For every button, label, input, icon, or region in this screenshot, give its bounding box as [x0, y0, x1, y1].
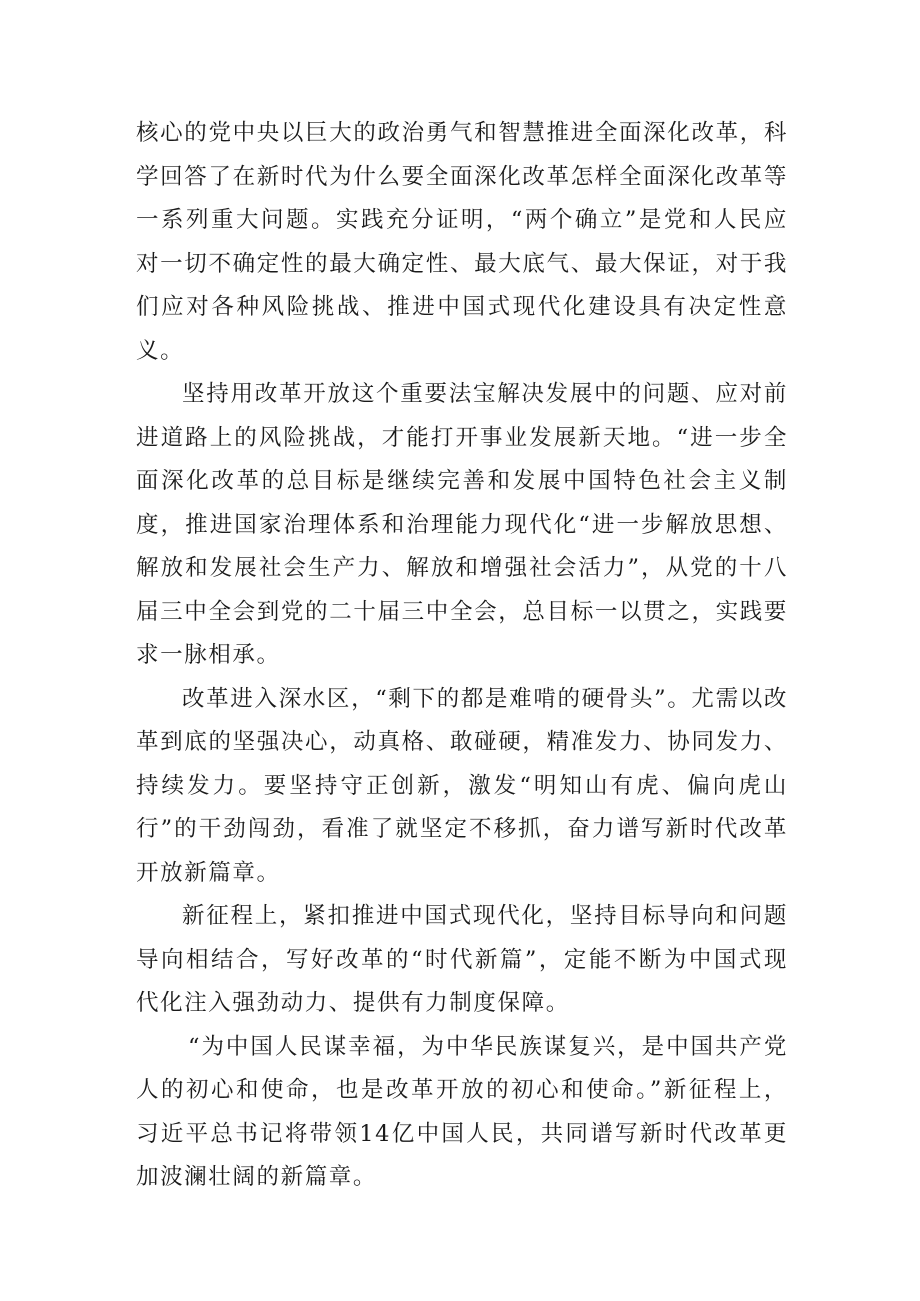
paragraph-deep-water-zone: 改革进入深水区，“剩下的都是难啃的硬骨头”。尤需以改革到底的坚强决心，动真格、敢碰硬，精准发力、协同发力、持续发力。要坚持守正创新，激发“明知山有虎、偏向虎山行”的干劲闯劲，看准了就坚定不移抓，奋力谱写新时代改革开放新篇章。 [136, 685, 788, 886]
paragraph-new-journey: 新征程上，紧扣推进中国式现代化，坚持目标导向和问题导向相结合，写好改革的“时代新篇”，定能不断为中国式现代化注入强劲动力、提供有力制度保障。 [136, 903, 788, 1016]
paragraph-continuation: 核心的党中央以巨大的政治勇气和智慧推进全面深化改革，科学回答了在新时代为什么要全面深化改革怎样全面深化改革等一系列重大问题。实践充分证明，“两个确立”是党和人民应对一切不确定性的最大确定性、最大底气、最大保证，对于我们应对各种风险挑战、推进中国式现代化建设具有决定性意义。 [136, 120, 788, 364]
paragraph-original-aspiration: “为中国人民谋幸福，为中华民族谋复兴，是中国共产党人的初心和使命，也是改革开放的初心和使命。”新征程上，习近平总书记将带领14亿中国人民，共同谱写新时代改革更加波澜壮阔的新篇章。 [136, 1033, 788, 1190]
paragraph-reform-magic-weapon: 坚持用改革开放这个重要法宝解决发展中的问题、应对前进道路上的风险挑战，才能打开事业发展新天地。“进一步全面深化改革的总目标是继续完善和发展中国特色社会主义制度，推进国家治理体系和治理能力现代化“进一步解放思想、解放和发展社会生产力、解放和增强社会活力”，从党的十八届三中全会到党的二十届三中全会，总目标一以贯之，实践要求一脉相承。 [136, 381, 788, 668]
document-body [136, 112, 788, 1200]
